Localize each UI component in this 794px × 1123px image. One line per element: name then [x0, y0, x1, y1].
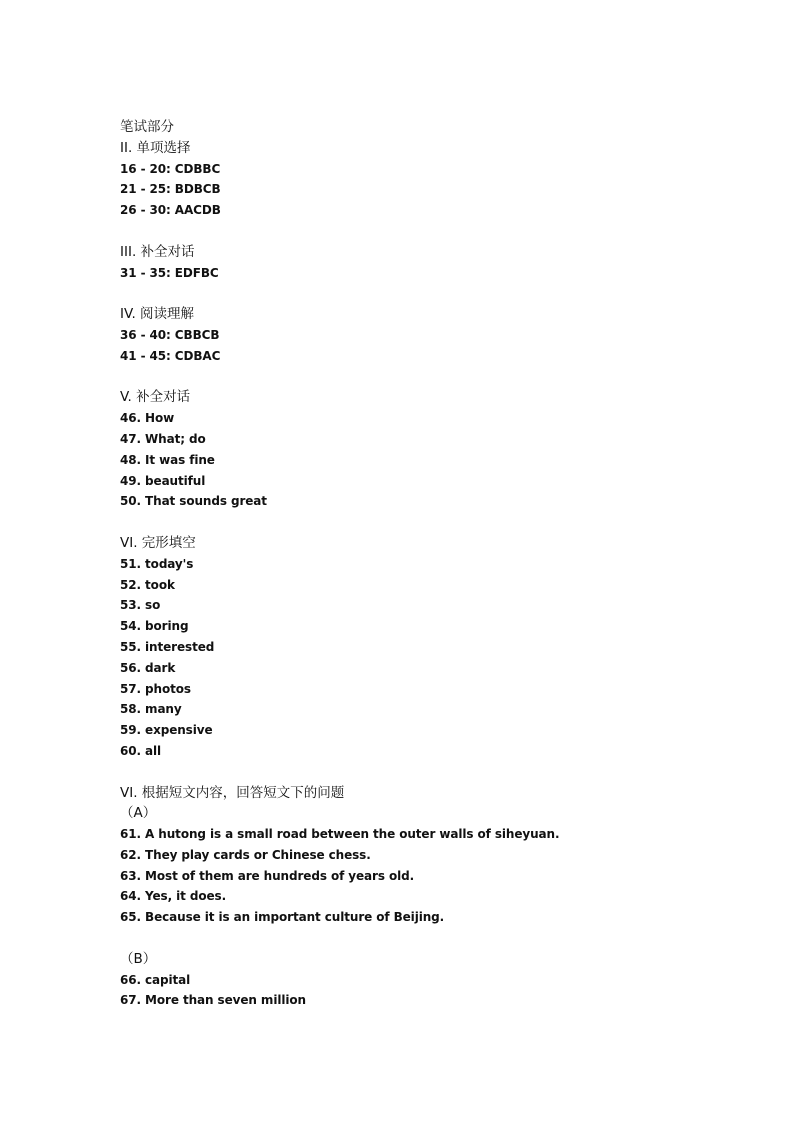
spacer — [120, 512, 740, 533]
answer-line: 52. took — [120, 577, 175, 592]
answer-line: 36 - 40: CBBCB — [120, 327, 220, 342]
section-heading-cloze: VI. 完形填空 — [120, 534, 196, 551]
answer-line: 59. expensive — [120, 723, 213, 738]
answer-line: 58. many — [120, 702, 182, 717]
answer-line: 66. capital — [120, 972, 191, 987]
answer-line: 60. all — [120, 743, 162, 758]
answer-line: 54. boring — [120, 619, 189, 634]
answer-line: 51. today's — [120, 556, 194, 571]
spacer — [120, 221, 740, 242]
passage-label-a: （A） — [120, 805, 157, 822]
answer-line: 50. That sounds great — [120, 494, 267, 509]
answer-line: 21 - 25: BDBCB — [120, 182, 221, 197]
answer-line: 65. Because it is an important culture of Beijing. — [120, 910, 445, 925]
section-heading-questions: VI. 根据短文内容，回答短文下的问题 — [120, 784, 345, 801]
section-heading-reading: IV. 阅读理解 — [120, 306, 195, 323]
answer-line: 47. What; do — [120, 431, 206, 446]
answer-line: 63. Most of them are hundreds of years old. — [120, 868, 415, 883]
spacer — [120, 283, 740, 304]
section-heading-single-choice: II. 单项选择 — [120, 139, 191, 156]
answer-line: 56. dark — [120, 660, 176, 675]
section-heading-dialogue: III. 补全对话 — [120, 243, 195, 260]
answer-line: 26 - 30: AACDB — [120, 203, 221, 218]
answer-line: 62. They play cards or Chinese chess. — [120, 847, 371, 862]
answer-line: 48. It was fine — [120, 452, 215, 467]
answer-line: 49. beautiful — [120, 473, 206, 488]
answer-line: 57. photos — [120, 681, 191, 696]
answer-line: 41 - 45: CDBAC — [120, 348, 221, 363]
answer-key — [120, 117, 740, 1011]
answer-line: 31 - 35: EDFBC — [120, 265, 219, 280]
document-title: 笔试部分 — [120, 119, 174, 135]
answer-line: 67. More than seven million — [120, 993, 306, 1008]
answer-line: 55. interested — [120, 639, 215, 654]
section-heading-dialogue-2: V. 补全对话 — [120, 389, 191, 406]
answer-line: 61. A hutong is a small road between the outer walls of siheyuan. — [120, 827, 560, 842]
answer-line: 46. How — [120, 411, 175, 426]
answer-line: 64. Yes, it does. — [120, 889, 227, 904]
spacer — [120, 928, 740, 949]
passage-label-b: （B） — [120, 950, 157, 967]
spacer — [120, 762, 740, 783]
answer-line: 53. so — [120, 598, 161, 613]
spacer — [120, 367, 740, 388]
answer-line: 16 - 20: CDBBC — [120, 161, 221, 176]
